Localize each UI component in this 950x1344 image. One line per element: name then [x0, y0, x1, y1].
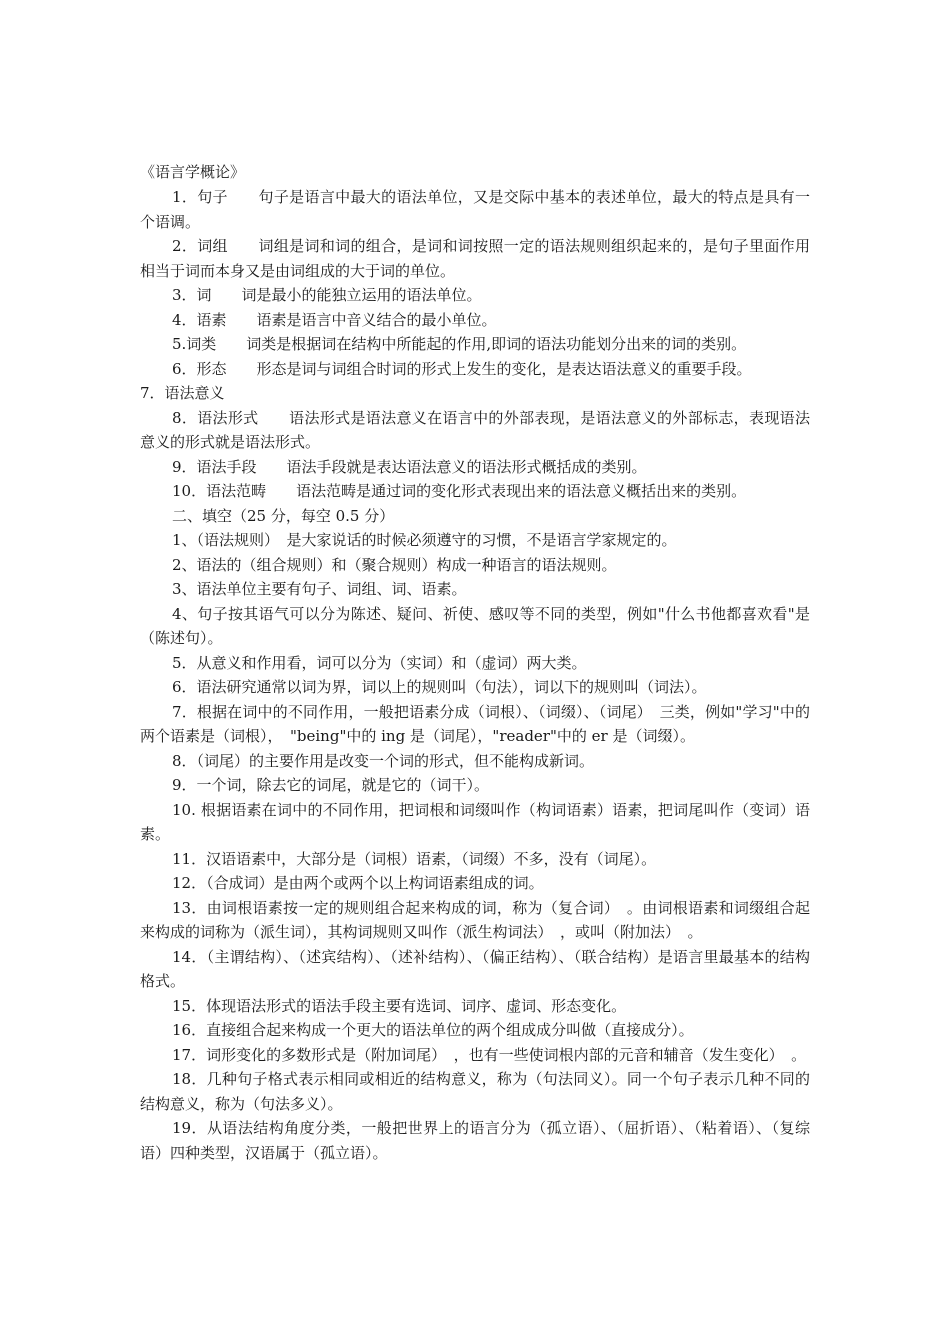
paragraph-list: [140, 185, 810, 1165]
paragraph: 11．汉语语素中，大部分是（词根）语素，（词缀）不多，没有（词尾）。: [172, 849, 657, 868]
paragraph: 1、（语法规则） 是大家说话的时候必须遵守的习惯，不是语言学家规定的。: [172, 531, 677, 549]
paragraph: 2．词组 词组是词和词的组合，是词和词按照一定的语法规则组织起来的，是句子里面作用相当于词而本身又是由词组成的大于词的单位。: [140, 237, 810, 280]
paragraph: 8．语法形式 语法形式是语法意义在语言中的外部表现，是语法意义的外部标志，表现语法意义的形式就是语法形式。: [140, 408, 810, 451]
paragraph: 4、句子按其语气可以分为陈述、疑问、祈使、感叹等不同的类型，例如"什么书他都喜欢看"是（陈述句）。: [140, 604, 810, 647]
paragraph: 8．（词尾）的主要作用是改变一个词的形式，但不能构成新词。: [172, 751, 595, 770]
paragraph: 3、语法单位主要有句子、词组、词、语素。: [172, 580, 467, 598]
paragraph: 15．体现语法形式的语法手段主要有选词、词序、虚词、形态变化。: [172, 996, 627, 1015]
paragraph: 13．由词根语素按一定的规则组合起来构成的词，称为（复合词） 。由词根语素和词缀组合起来构成的词称为（派生词），其构词规则又叫作（派生构词法） ，或叫（附加法） 。: [140, 898, 810, 941]
document-title: 《语言学概论》: [140, 163, 246, 181]
paragraph: 6．形态 形态是词与词组合时词的形式上发生的变化，是表达语法意义的重要手段。: [172, 359, 752, 378]
paragraph: 9．一个词，除去它的词尾，就是它的（词干）。: [172, 776, 490, 794]
paragraph: 1．句子 句子是语言中最大的语法单位，又是交际中基本的表述单位，最大的特点是具有一个语调。: [140, 188, 810, 231]
paragraph: 12．（合成词）是由两个或两个以上构词语素组成的词。: [172, 874, 544, 892]
paragraph: 3．词 词是最小的能独立运用的语法单位。: [172, 286, 482, 304]
paragraph: 10. 根据语素在词中的不同作用，把词根和词缀叫作（构词语素）语素，把词尾叫作（变词）语素。: [140, 800, 810, 843]
paragraph: 14．（主谓结构）、（述宾结构）、（述补结构）、（偏正结构）、（联合结构）是语言里最基本的结构格式。: [140, 947, 810, 990]
paragraph: 19．从语法结构角度分类，一般把世界上的语言分为（孤立语）、（屈折语）、（粘着语）、（复综语）四种类型，汉语属于（孤立语）。: [140, 1119, 810, 1162]
paragraph: 7．根据在词中的不同作用，一般把语素分成（词根）、（词缀）、（词尾） 三类，例如"学习"中的两个语素是（词根）， "being"中的 ing 是（词尾），"reader"中的 er 是（词缀）。: [140, 702, 810, 745]
paragraph: 16．直接组合起来构成一个更大的语法单位的两个组成成分叫做（直接成分）。: [172, 1021, 694, 1039]
paragraph: 4．语素 语素是语言中音义结合的最小单位。: [172, 310, 497, 329]
paragraph: 9．语法手段 语法手段就是表达语法意义的语法形式概括成的类别。: [172, 457, 647, 476]
paragraph: 二、填空（25 分，每空 0.5 分）: [172, 506, 395, 525]
paragraph: 5.词类 词类是根据词在结构中所能起的作用,即词的语法功能划分出来的词的类别。: [172, 335, 747, 353]
paragraph: 10．语法范畴 语法范畴是通过词的变化形式表现出来的语法意义概括出来的类别。: [172, 482, 747, 500]
paragraph: 2、语法的（组合规则）和（聚合规则）构成一种语言的语法规则。: [172, 555, 617, 574]
paragraph: 7．语法意义: [140, 384, 225, 402]
paragraph: 17．词形变化的多数形式是（附加词尾） ，也有一些使词根内部的元音和辅音（发生变化） 。: [172, 1045, 807, 1064]
paragraph: 6．语法研究通常以词为界，词以上的规则叫（句法），词以下的规则叫（词法）。: [172, 678, 707, 696]
document-page: [140, 160, 810, 1165]
paragraph: 5．从意义和作用看，词可以分为（实词）和（虚词）两大类。: [172, 653, 587, 672]
paragraph: 18．几种句子格式表示相同或相近的结构意义，称为（句法同义）。同一个句子表示几种不同的结构意义，称为（句法多义）。: [140, 1070, 810, 1113]
